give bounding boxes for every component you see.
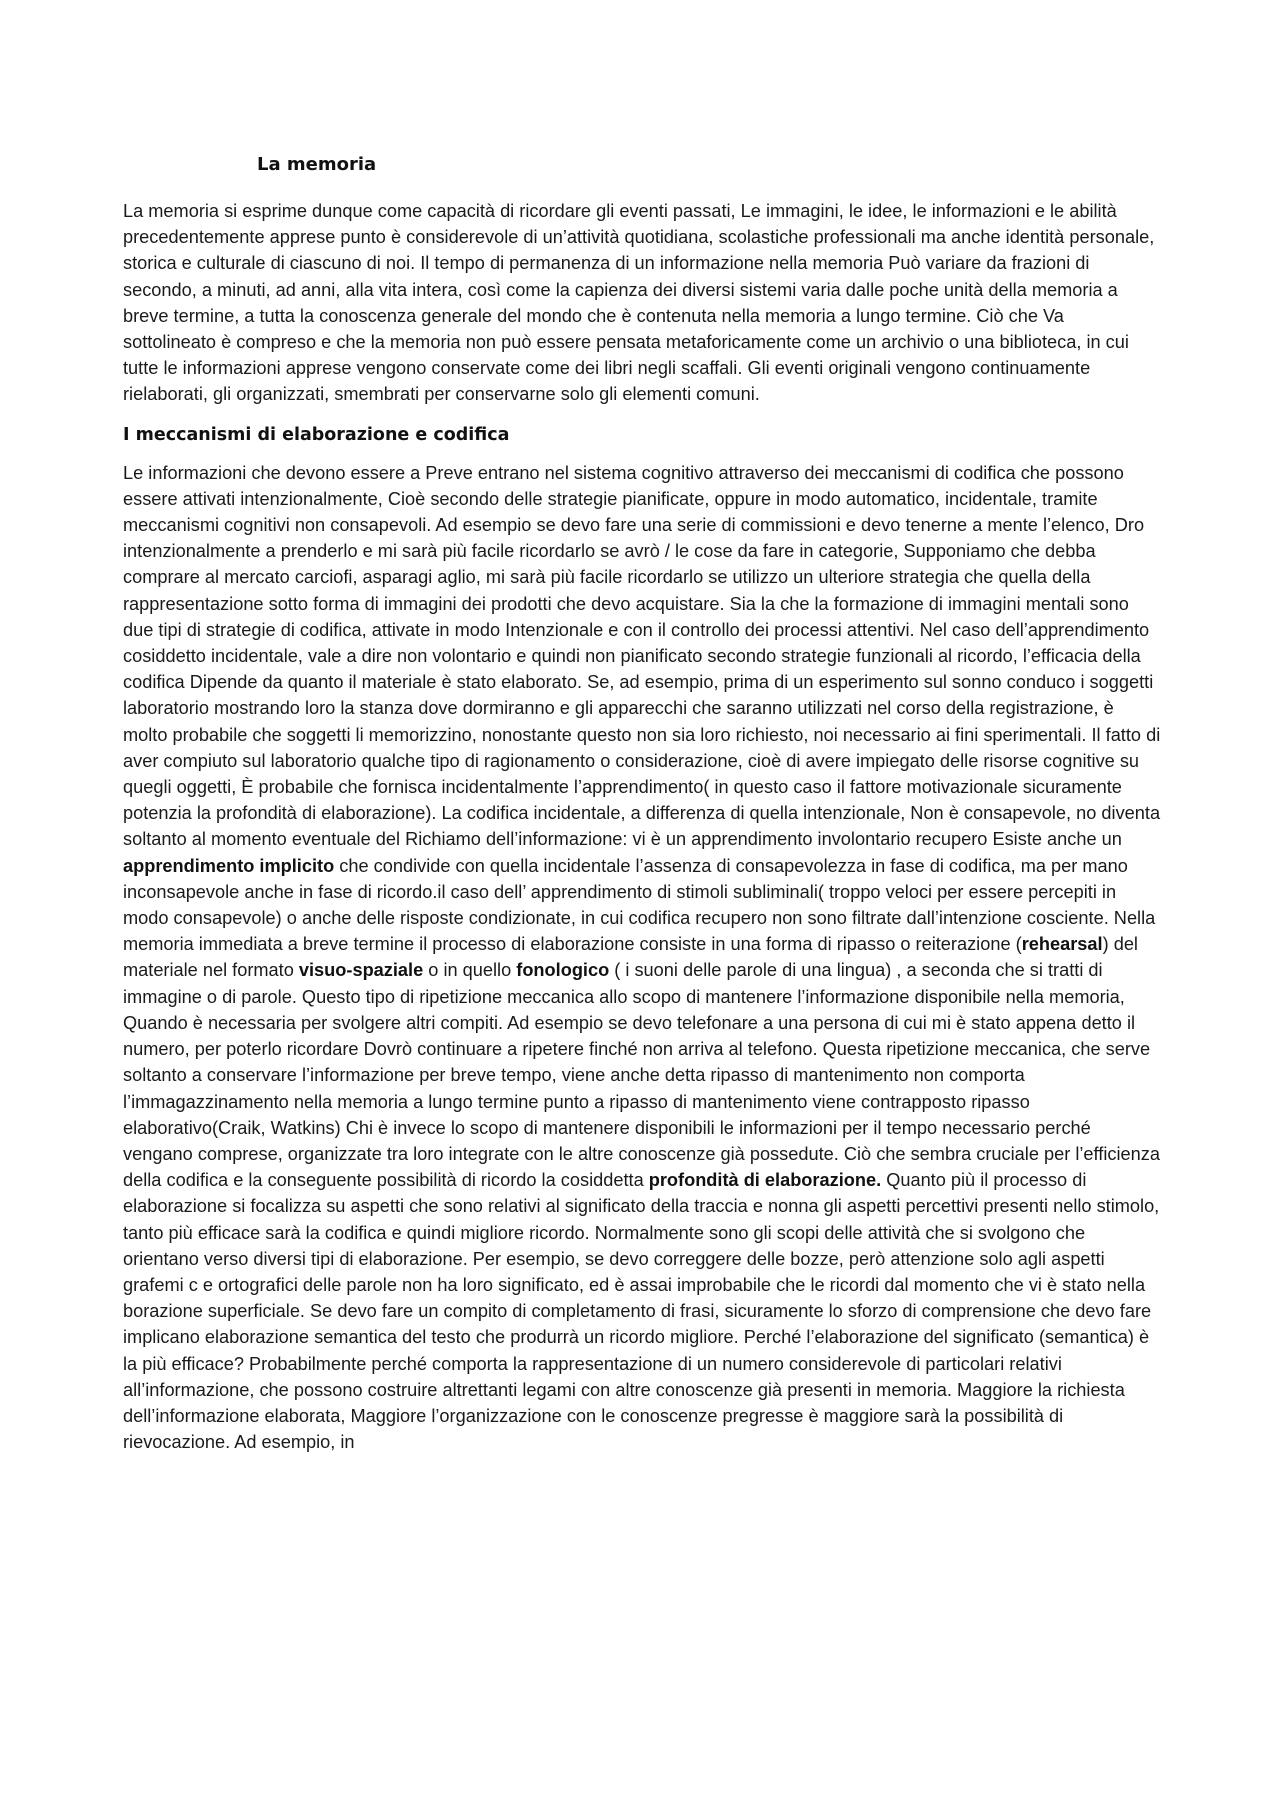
body-paragraph (123, 460, 1161, 1456)
body-text: Quanto più il processo di elaborazione si focalizza su aspetti che sono relativi al significato della traccia e nonna gli aspetti percettivi presenti nello stimolo, tanto più efficace sarà la codifica e quindi migliore ricordo. Normalmente sono gli scopi delle attività che si svolgono che orientano verso diversi tipi di elaborazione. Per esempio, se devo correggere delle bozze, però attenzione solo agli aspetti grafemi c e ortografici delle parole non ha loro significato, ed è assai improbabile che le ricordi dal momento che vi è stato nella borazione superficiale. Se devo fare un compito di completamento di frasi, sicuramente lo sforzo di comprensione che devo fare implicano elaborazione semantica del testo che produrrà un ricordo migliore. Perché l’elaborazione del significato (semantica) è la più efficace? Probabilmente perché comporta la rappresentazione di un numero considerevole di particolari relativi all’informazione, che possono costruire altrettanti legami con altre conoscenze già presenti in memoria. Maggiore la richiesta dell’informazione elaborata, Maggiore l’organizzazione con le conoscenze pregresse è maggiore sarà la possibilità di rievocazione. Ad esempio, in (123, 1170, 1160, 1453)
document-content (123, 152, 1161, 1455)
bold-term-visuo-spaziale: visuo-spaziale (298, 960, 424, 981)
intro-paragraph: La memoria si esprime dunque come capacità di ricordare gli eventi passati, Le immagini, le idee, le informazioni e le abilità precedentemente apprese punto è considerevole di un’attività quotidiana, scolastiche professionali ma anche identità personale, storica e culturale di ciascuno di noi. Il tempo di permanenza di un informazione nella memoria Può variare da frazioni di secondo, a minuti, ad anni, alla vita intera, così come la capienza dei diversi sistemi varia dalle poche unità della memoria a breve termine, a tutta la conoscenza generale del mondo che è contenuta nella memoria a lungo termine. Ciò che Va sottolineato è compreso e che la memoria non può essere pensata metaforicamente come un archivio o una biblioteca, in cui tutte le informazioni apprese vengono conservate come dei libri negli scaffali. Gli eventi originali vengono continuamente rielaborati, gli organizzati, smembrati per conservarne solo gli elementi comuni. (123, 201, 1155, 405)
bold-term-profondita: profondità di elaborazione. (648, 1170, 882, 1191)
body-text: ) del materiale nel formato (123, 934, 1138, 981)
body-text: Le informazioni che devono essere a Preve entrano nel sistema cognitivo attraverso dei meccanismi di codifica che possono essere attivati intenzionalmente, Cioè secondo delle strategie pianificate, oppure in modo automatico, incidentale, tramite meccanismi cognitivi non consapevoli. Ad esempio se devo fare una serie di commissioni e devo tenerne a mente l’elenco, Dro intenzionalmente a prenderlo e mi sarà più facile ricordarlo se avrò / le cose da fare in categorie, Supponiamo che debba comprare al mercato carciofi, asparagi aglio, mi sarà più facile ricordarlo se utilizzo un ulteriore strategia che quella della rappresentazione sotto forma di immagini dei prodotti che devo acquistare. Sia la che la formazione di immagini mentali sono due tipi di strategie di codifica, attivate in modo Intenzionale e con il controllo dei processi attentivi. Nel caso dell’apprendimento cosiddetto incidentale, vale a dire non volontario e quindi non pianificato secondo strategie funzionali al ricordo, l’efficacia della codifica Dipende da quanto il materiale è stato elaborato. Se, ad esempio, prima di un esperimento sul sonno conduco i soggetti laboratorio mostrando loro la stanza dove dormiranno e gli apparecchi che saranno utilizzati nel corso della registrazione, è molto probabile che soggetti li memorizzino, nonostante questo non sia loro richiesto, noi necessario ai fini sperimentali. Il fatto di aver compiuto sul laboratorio qualche tipo di ragionamento o considerazione, cioè di avere impiegato delle risorse cognitive su quegli oggetti, È probabile che fornisca incidentalmente l’apprendimento( in questo caso il fattore motivazionale sicuramente potenzia la profondità di elaborazione). La codifica incidentale, a differenza di quella intenzionale, Non è consapevole, no diventa soltanto al momento eventuale del Richiamo dell’informazione: vi è un apprendimento involontario recupero Esiste anche un (123, 462, 1161, 850)
bold-term-rehearsal: rehearsal (1021, 934, 1103, 955)
bold-term-apprendimento-implicito: apprendimento implicito (123, 855, 335, 876)
section-heading: I meccanismi di elaborazione e codifica (123, 424, 510, 445)
body-text: o in quello (423, 960, 517, 981)
body-text: che condivide con quella incidentale l’assenza di consapevolezza in fase di codifica, ma per mano inconsapevole anche in fase di ricordo.il caso dell’ apprendimento di stimoli subliminali( troppo veloci per essere percepiti in modo consapevole) o anche delle risposte condizionate, in cui codifica recupero non sono filtrate dall’intenzione cosciente. Nella memoria immediata a breve termine il processo di elaborazione consiste in una forma di ripasso o reiterazione ( (123, 855, 1156, 955)
document-title: La memoria (257, 154, 377, 175)
bold-term-fonologico: fonologico (516, 960, 610, 981)
body-text: ( i suoni delle parole di una lingua) , a seconda che si tratti di immagine o di parole. Questo tipo di ripetizione meccanica allo scopo di mantenere l’informazione disponibile nella memoria, Quando è necessaria per svolgere altri compiti. Ad esempio se devo telefonare a una persona di cui mi è stato appena detto il numero, per poterlo ricordare Dovrò continuare a ripetere finché non arriva al telefono. Questa ripetizione meccanica, che serve soltanto a conservare l’informazione per breve tempo, viene anche detta ripasso di mantenimento non comporta l’immagazzinamento nella memoria a lungo termine punto a ripasso di mantenimento viene contrapposto ripasso elaborativo(Craik, Watkins) Chi è invece lo scopo di mantenere disponibili le informazioni per il tempo necessario perché vengano comprese, organizzate tra loro integrate con le altre conoscenze già possedute. Ciò che sembra cruciale per l’efficienza della codifica e la conseguente possibilità di ricordo la cosiddetta (123, 960, 1160, 1191)
